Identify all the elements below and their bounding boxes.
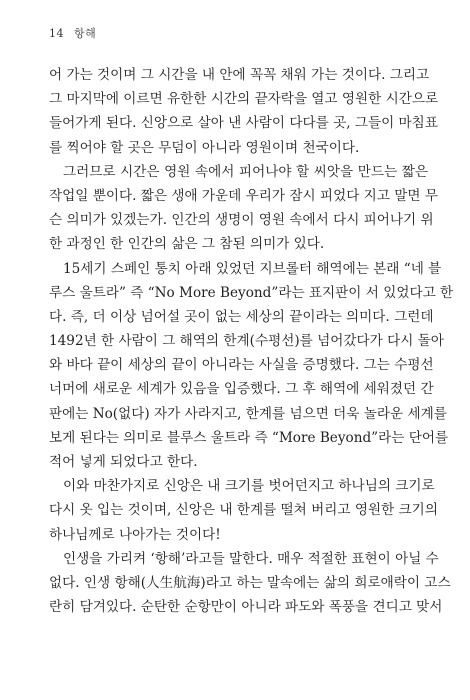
text-line: 슨 의미가 있겠는가. 인간의 생명이 영원 속에서 다시 피어나기 위 [49,212,434,229]
text-line: 보게 된다는 의미로 블루스 울트라 즉 “More Beyond”라는 단어를 [49,429,449,446]
text-line: 하나님께로 나아가는 것이다! [49,526,221,543]
text-line: 적어 넣게 되었다고 한다. [49,454,198,470]
text-line: 루스 울트라” 즉 “No More Beyond”라는 표지판이 서 있었다고 한 [49,284,454,301]
paragraph [49,63,439,160]
text-line: 다시 옷 입는 것이며, 신앙은 내 한계를 떨쳐 버리고 영원한 크기의 [49,502,438,519]
text-line: 판에는 No(없다) 자가 사라지고, 한계를 넘으면 더욱 놀라운 세계를 [49,405,447,422]
text-line: 인생을 가리켜 ‘항해’라고들 말한다. 매우 적절한 표현이 아닐 수 [63,550,439,567]
text-line: 너머에 새로운 세계가 있음을 입증했다. 그 후 해역에 세워졌던 간 [49,381,434,398]
text-line: 이와 마찬가지로 신앙은 내 크기를 벗어던지고 하나님의 크기로 [63,478,435,495]
text-line: 어 가는 것이며 그 시간을 내 안에 꼭꼭 채워 가는 것이다. 그리고 [49,67,430,83]
paragraph [49,474,438,547]
paragraph [49,547,451,620]
text-line: 1492년 한 사람이 그 해역의 한계(수평선)를 넘어갔다가 다시 돌아 [49,333,444,350]
text-line: 없다. 인생 항해(人生航海)라고 하는 말속에는 삶의 희로애락이 고스 [49,574,451,591]
running-header [49,27,96,41]
text-line: 한 과정인 한 인간의 삶은 그 참된 의미가 있다. [49,236,325,253]
page-number: 14 [49,27,64,40]
text-line: 작업일 뿐이다. 짧은 생애 가운데 우리가 잠시 피었다 지고 말면 무 [49,187,438,204]
paragraph [49,257,454,475]
text-line: 그 마지막에 이르면 유한한 시간의 끝자락을 열고 영원한 시간으로 [49,91,439,108]
section-title: 항해 [74,27,97,40]
text-line: 와 바다 끝이 세상의 끝이 아니라는 사실을 증명했다. 그는 수평선 [49,357,434,374]
text-line: 15세기 스페인 통치 아래 있었던 지브롤터 해역에는 본래 “네 블 [63,260,442,277]
text-line: 들어가게 된다. 신앙으로 살아 낸 사람이 다다를 곳, 그들이 마침표 [49,115,438,132]
text-line: 를 찍어야 할 곳은 무덤이 아니라 영원이며 천국이다. [49,139,360,156]
text-line: 그러므로 시간은 영원 속에서 피어나야 할 씨앗을 만드는 짧은 [63,163,428,180]
text-line: 다. 즉, 더 이상 넘어설 곳이 없는 세상의 끝이라는 의미다. 그런데 [49,308,434,325]
paragraph [49,160,438,257]
body-text [49,63,454,619]
text-line: 란히 담겨있다. 순탄한 순항만이 아니라 파도와 폭풍을 견디고 맞서 [49,599,443,616]
